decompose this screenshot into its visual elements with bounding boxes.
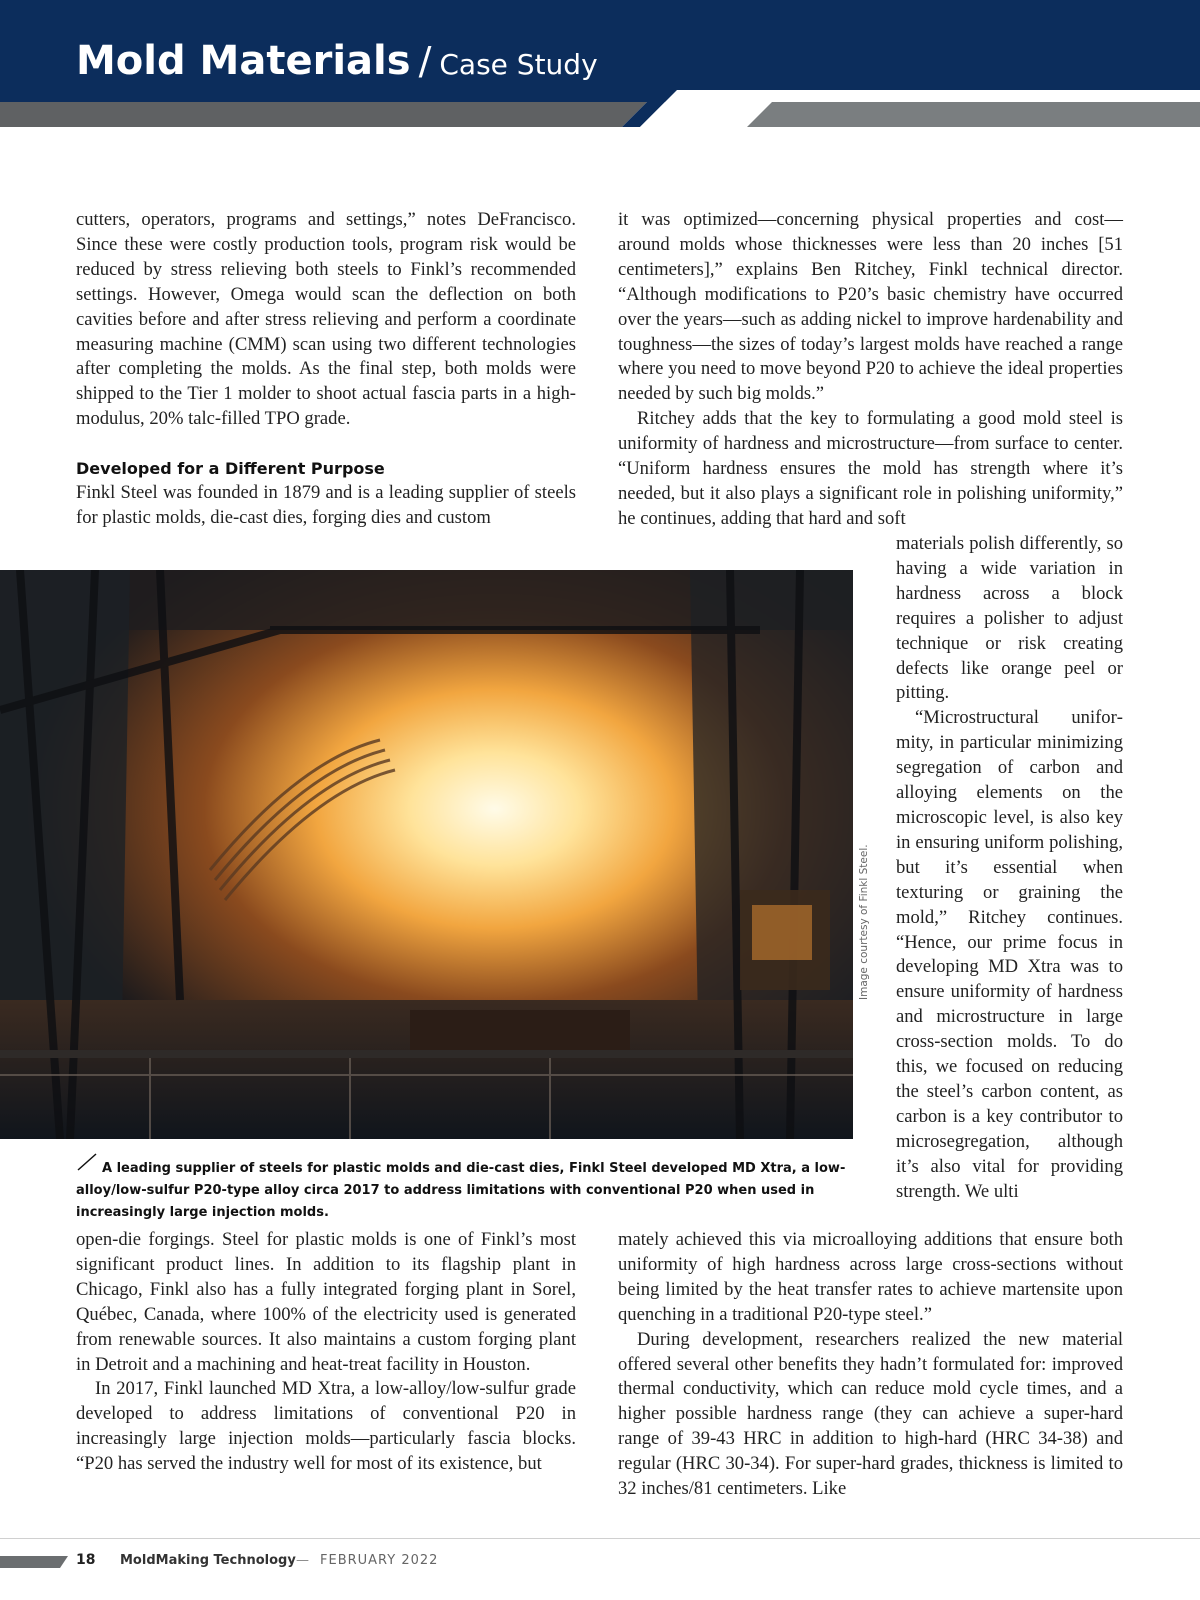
left-column-top	[76, 208, 576, 531]
steel-plant-photo	[0, 570, 853, 1139]
right-column-bottom	[618, 1228, 1123, 1502]
right-column-top	[618, 208, 1123, 532]
section-title	[76, 38, 598, 84]
photo-credit: Image courtesy of Finkl Steel.	[858, 844, 870, 1000]
footer-divider	[0, 1538, 1200, 1539]
body-paragraph: In 2017, Finkl launched MD Xtra, a low-alloy/low-sulfur grade developed to address limitations of conventional P20 in increasingly large injection molds—particularly fascia blocks. “P20 has served the industry well for most of its existence, but	[76, 1378, 576, 1475]
photo-caption	[76, 1152, 866, 1224]
header-gray-band-right	[747, 102, 1200, 127]
body-paragraph: Ritchey adds that the key to formulating a good mold steel is uniformity of hardness and microstructure—from surface to center. “Uniform hardness ensures the mold has strength where it’s needed, but it also plays a significant role in polishing uniformity,” he continues, adding that hard and soft	[618, 408, 1123, 529]
section-title-separator: /	[418, 39, 432, 83]
body-paragraph: it was optimized—concerning physical properties and cost—around molds whose thicknesses were less than 20 inches [51 centimeters],” explains Ben Ritchey, Finkl technical director. “Although modifications to P20’s basic chemistry have occurred over the years—such as adding nickel to improve hardenability and toughness—the sizes of today’s largest molds have reached a range where you need to move beyond P20 to achieve the ideal properties needed by such big molds.”	[618, 209, 1123, 405]
caption-slash-icon	[76, 1152, 102, 1180]
body-paragraph: cutters, operators, programs and settings,” notes DeFrancisco. Since these were costly production tools, program risk would be reduced by stress relieving both steels to Finkl’s recommended settings. However, Omega would scan the deflection on both cavities before and after stress relieving and perform a coordinate measuring machine (CMM) scan using two different technologies after completing the molds. As the final step, both molds were shipped to the Tier 1 molder to shoot actual fascia parts in a high-modulus, 20% talc-filled TPO grade.	[76, 209, 576, 430]
page-header	[0, 0, 1200, 130]
page-number: 18	[76, 1552, 96, 1568]
subheading: Developed for a Different Purpose	[76, 459, 385, 479]
caption-text: A leading supplier of steels for plastic molds and die-cast dies, Finkl Steel developed MD Xtra, a low-alloy/low-sulfur P20-type alloy circa 2017 to address limitations with conventional P20 when used in increasingly large injection molds.	[76, 1161, 846, 1220]
section-title-sub: Case Study	[439, 48, 598, 81]
magazine-name: MoldMaking Technology	[120, 1553, 296, 1568]
page-footer	[0, 1552, 1200, 1576]
furnace-illustration	[0, 570, 853, 1139]
left-column-bottom	[76, 1228, 576, 1477]
header-white-stripe	[665, 90, 1200, 102]
body-paragraph: mately achieved this via microalloying additions that ensure both uniformity of high hardness across large cross-sections without being limited by the heat transfer rates to achieve martensite upon quenching in a traditional P20-type steel.”	[618, 1229, 1123, 1325]
body-paragraph: open-die forgings. Steel for plastic molds is one of Finkl’s most significant product lines. In addition to its flagship plant in Chicago, Finkl also has a fully integrated forging plant in Sorel, Québec, Canada, where 100% of the electricity used is generated from renewable sources. It also maintains a custom forging plant in Detroit and a machining and heat-treat facility in Houston.	[76, 1229, 576, 1375]
narrow-column	[896, 532, 1123, 1204]
body-paragraph: Finkl Steel was founded in 1879 and is a leading supplier of steels for plastic molds, die-cast dies, forging dies and custom	[76, 482, 576, 529]
body-paragraph: During development, researchers realized the new material offered several other benefits they hadn’t formulated for: improved thermal conductivity, which can reduce mold cycle times, and a higher possible hardness range (they can achieve a super-hard range of 39-43 HRC in addition to high-hard (HRC 34-38) and regular (HRC 30-34). For super-hard grades, thickness is limited to 32 inches/81 centimeters. Like	[618, 1328, 1123, 1500]
issue-date: FEBRUARY 2022	[320, 1553, 439, 1568]
body-paragraph: materials polish differently, so having a wide variation in hardness across a block requires a polisher to adjust technique or risk creating defects like orange peel or pitting.	[896, 533, 1123, 704]
body-paragraph: “Microstructural uniformity, in particular minimizing segregation of carbon and alloying elements on the microscopic level, is also key in ensuring uniform polishing, but it’s essential when texturing or graining the mold,” Ritchey continues. “Hence, our prime focus in developing MD Xtra was to ensure uniformity of hardness and microstructure in large cross-section molds. To do this, we focused on reducing the steel’s carbon content, as carbon is a key contributor to microsegregation, although it’s also vital for providing strength. We ulti	[896, 707, 1123, 1202]
footer-bar-icon	[0, 1556, 70, 1568]
header-gray-band-left	[0, 102, 647, 127]
section-title-main: Mold Materials	[76, 38, 411, 84]
footer-dash: —	[296, 1553, 309, 1568]
